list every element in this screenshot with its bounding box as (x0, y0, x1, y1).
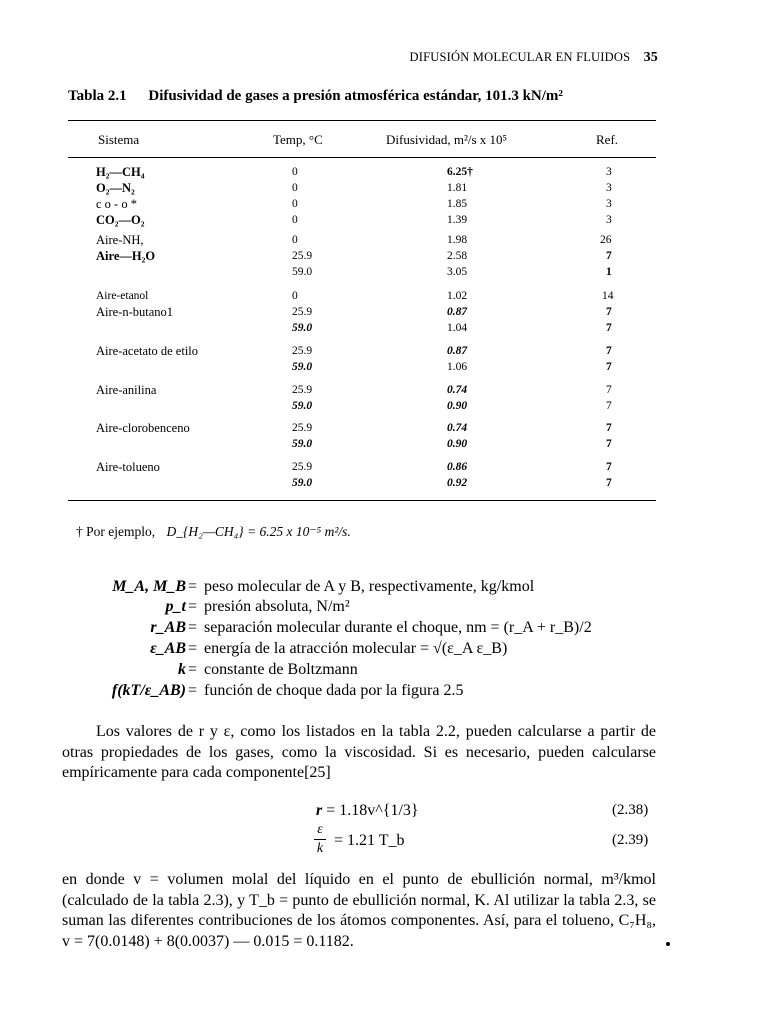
fraction-numerator: ε (317, 822, 323, 837)
table-bottom-rule (68, 500, 656, 501)
col-header-diffusivity: Difusividad, m²/s x 10⁵ (386, 132, 508, 147)
definition-symbol: ε_AB (150, 640, 186, 657)
definition-row (0, 598, 768, 618)
cell-system: Aire—H₂O (96, 249, 156, 263)
stray-dot (666, 942, 670, 946)
cell-temp: 25.9 (292, 384, 313, 396)
table-footnote (76, 524, 351, 540)
cell-temp: 0 (292, 234, 298, 246)
definition-symbol: p_t (165, 598, 186, 615)
equals-sign: = (188, 619, 198, 636)
cell-diffusivity: 0.74 (447, 384, 468, 396)
cell-system: CO₂—O₂ (96, 213, 145, 227)
cell-ref: 7 (606, 477, 612, 489)
cell-diffusivity: 1.39 (447, 214, 468, 226)
cell-temp: 25.9 (292, 461, 313, 473)
cell-temp: 25.9 (292, 345, 313, 357)
cell-system: c o - o * (96, 197, 137, 211)
table-top-rule (68, 120, 656, 121)
cell-ref: 3 (606, 198, 612, 210)
equation-rhs: = 1.18v^{1/3} (326, 802, 419, 819)
equation-number: (2.39) (612, 832, 649, 848)
cell-temp: 0 (292, 182, 298, 194)
table-caption (68, 88, 563, 105)
definition-text: constante de Boltzmann (204, 661, 358, 678)
cell-diffusivity: 1.98 (447, 234, 468, 246)
cell-temp: 25.9 (292, 306, 313, 318)
definition-text: presión absoluta, N/m² (204, 598, 350, 615)
cell-system: Aire-acetato de etilo (96, 344, 199, 358)
paragraph-text: Los valores de r y ε, como los listados en la tabla 2.2, pueden calcularse a partir de otras propiedades de los gases, como la viscosidad. Si es necesario, pueden calcularse empíricamente para cada componente[25] (62, 723, 656, 781)
cell-system: Aire-clorobenceno (96, 421, 190, 435)
definition-symbol: k (178, 661, 186, 678)
cell-ref: 7 (606, 400, 612, 412)
definition-row (0, 578, 768, 598)
cell-ref: 7 (606, 306, 612, 318)
cell-temp: 59.0 (292, 266, 313, 278)
definition-row (0, 619, 768, 639)
cell-diffusivity: 1.06 (447, 361, 468, 373)
footnote-formula: D_{H₂—CH₄} = 6.25 x 10⁻⁵ m²/s. (166, 524, 351, 539)
cell-ref: 3 (606, 182, 612, 194)
cell-diffusivity: 0.87 (447, 306, 468, 318)
fraction-bar (314, 839, 326, 840)
definition-row (0, 640, 768, 660)
col-header-ref: Ref. (596, 132, 619, 147)
table-title: Difusividad de gases a presión atmosférica estándar, 101.3 kN/m² (148, 88, 563, 104)
cell-ref: 3 (606, 166, 612, 178)
equation-fraction (314, 822, 326, 857)
cell-temp: 59.0 (292, 400, 313, 412)
footnote-text: † Por ejemplo, (76, 524, 156, 539)
cell-diffusivity: 6.25† (447, 166, 473, 178)
cell-system: O₂—N₂ (96, 181, 135, 195)
running-header (410, 50, 658, 66)
cell-system: Aire-n-butano1 (96, 305, 174, 319)
cell-temp: 59.0 (292, 477, 313, 489)
cell-diffusivity: 0.90 (447, 438, 468, 450)
fraction-denominator: k (316, 841, 324, 856)
cell-temp: 25.9 (292, 422, 313, 434)
definition-symbol: r_AB (150, 619, 186, 636)
body-paragraph (62, 722, 656, 784)
cell-temp: 0 (292, 214, 298, 226)
definition-text: energía de la atracción molecular = √(ε_A ε_B) (204, 640, 508, 657)
cell-ref: 3 (606, 214, 612, 226)
page-number: 35 (643, 50, 658, 65)
cell-diffusivity: 1.02 (447, 290, 468, 302)
cell-system: Aire-NH, (96, 233, 144, 247)
col-header-system: Sistema (98, 132, 140, 147)
cell-temp: 0 (292, 198, 298, 210)
cell-ref: 1 (606, 266, 612, 278)
cell-diffusivity: 1.81 (447, 182, 468, 194)
cell-temp: 59.0 (292, 322, 313, 334)
cell-system: H₂—CH₄ (96, 165, 145, 179)
cell-diffusivity: 0.86 (447, 461, 468, 473)
cell-ref: 7 (606, 361, 612, 373)
equation-2-39 (334, 832, 405, 850)
cell-diffusivity: 1.85 (447, 198, 468, 210)
definition-text: función de choque dada por la figura 2.5 (204, 682, 464, 699)
cell-ref: 14 (602, 290, 614, 302)
cell-diffusivity: 0.92 (447, 477, 468, 489)
equals-sign: = (188, 682, 198, 699)
cell-temp: 59.0 (292, 361, 313, 373)
cell-system: Aire-etanol (96, 290, 149, 302)
cell-diffusivity: 3.05 (447, 266, 468, 278)
cell-ref: 26 (600, 234, 612, 246)
cell-ref: 7 (606, 345, 612, 357)
cell-ref: 7 (606, 322, 612, 334)
cell-temp: 0 (292, 290, 298, 302)
col-header-temp: Temp, °C (273, 132, 323, 147)
table-header-rule (68, 157, 656, 158)
definition-text: peso molecular de A y B, respectivamente, kg/kmol (204, 578, 535, 595)
equals-sign: = (188, 640, 198, 657)
equation-rhs: = 1.21 T_b (334, 832, 405, 849)
cell-diffusivity: 0.74 (447, 422, 468, 434)
cell-ref: 7 (606, 461, 612, 473)
cell-diffusivity: 2.58 (447, 250, 468, 262)
cell-diffusivity: 0.90 (447, 400, 468, 412)
equation-lhs: r (316, 802, 323, 819)
cell-temp: 0 (292, 166, 298, 178)
equals-sign: = (188, 598, 198, 615)
equation-number: (2.38) (612, 802, 649, 818)
equals-sign: = (188, 661, 198, 678)
cell-ref: 7 (606, 250, 612, 262)
definition-text: separación molecular durante el choque, nm = (r_A + r_B)/2 (204, 619, 592, 636)
definition-row (0, 682, 768, 702)
equals-sign: = (188, 578, 198, 595)
cell-system: Aire-tolueno (96, 460, 160, 474)
cell-temp: 59.0 (292, 438, 313, 450)
cell-diffusivity: 0.87 (447, 345, 468, 357)
cell-ref: 7 (606, 384, 612, 396)
definition-symbol: M_A, M_B (112, 578, 186, 595)
cell-ref: 7 (606, 438, 612, 450)
cell-diffusivity: 1.04 (447, 322, 468, 334)
paragraph-text: en donde v = volumen molal del líquido en el punto de ebullición normal, m³/kmol (calculado de la tabla 2.3), y T_b = punto de ebullición normal, K. Al utilizar la tabla 2.3, se suman las diferentes contribuciones de los átomos componentes. Así, para el tolueno, C₇H₈, v = 7(0.0148) + 8(0.0037) — 0.015 = 0.1182. (62, 871, 656, 950)
cell-system: Aire-anilina (96, 383, 157, 397)
running-header-title: DIFUSIÓN MOLECULAR EN FLUIDOS (409, 50, 631, 64)
definition-symbol: f(kT/ε_AB) (111, 682, 186, 699)
cell-temp: 25.9 (292, 250, 313, 262)
table-label: Tabla 2.1 (68, 88, 127, 104)
body-paragraph (62, 870, 656, 952)
definition-row (0, 661, 768, 681)
equation-2-38 (316, 802, 419, 820)
cell-ref: 7 (606, 422, 612, 434)
